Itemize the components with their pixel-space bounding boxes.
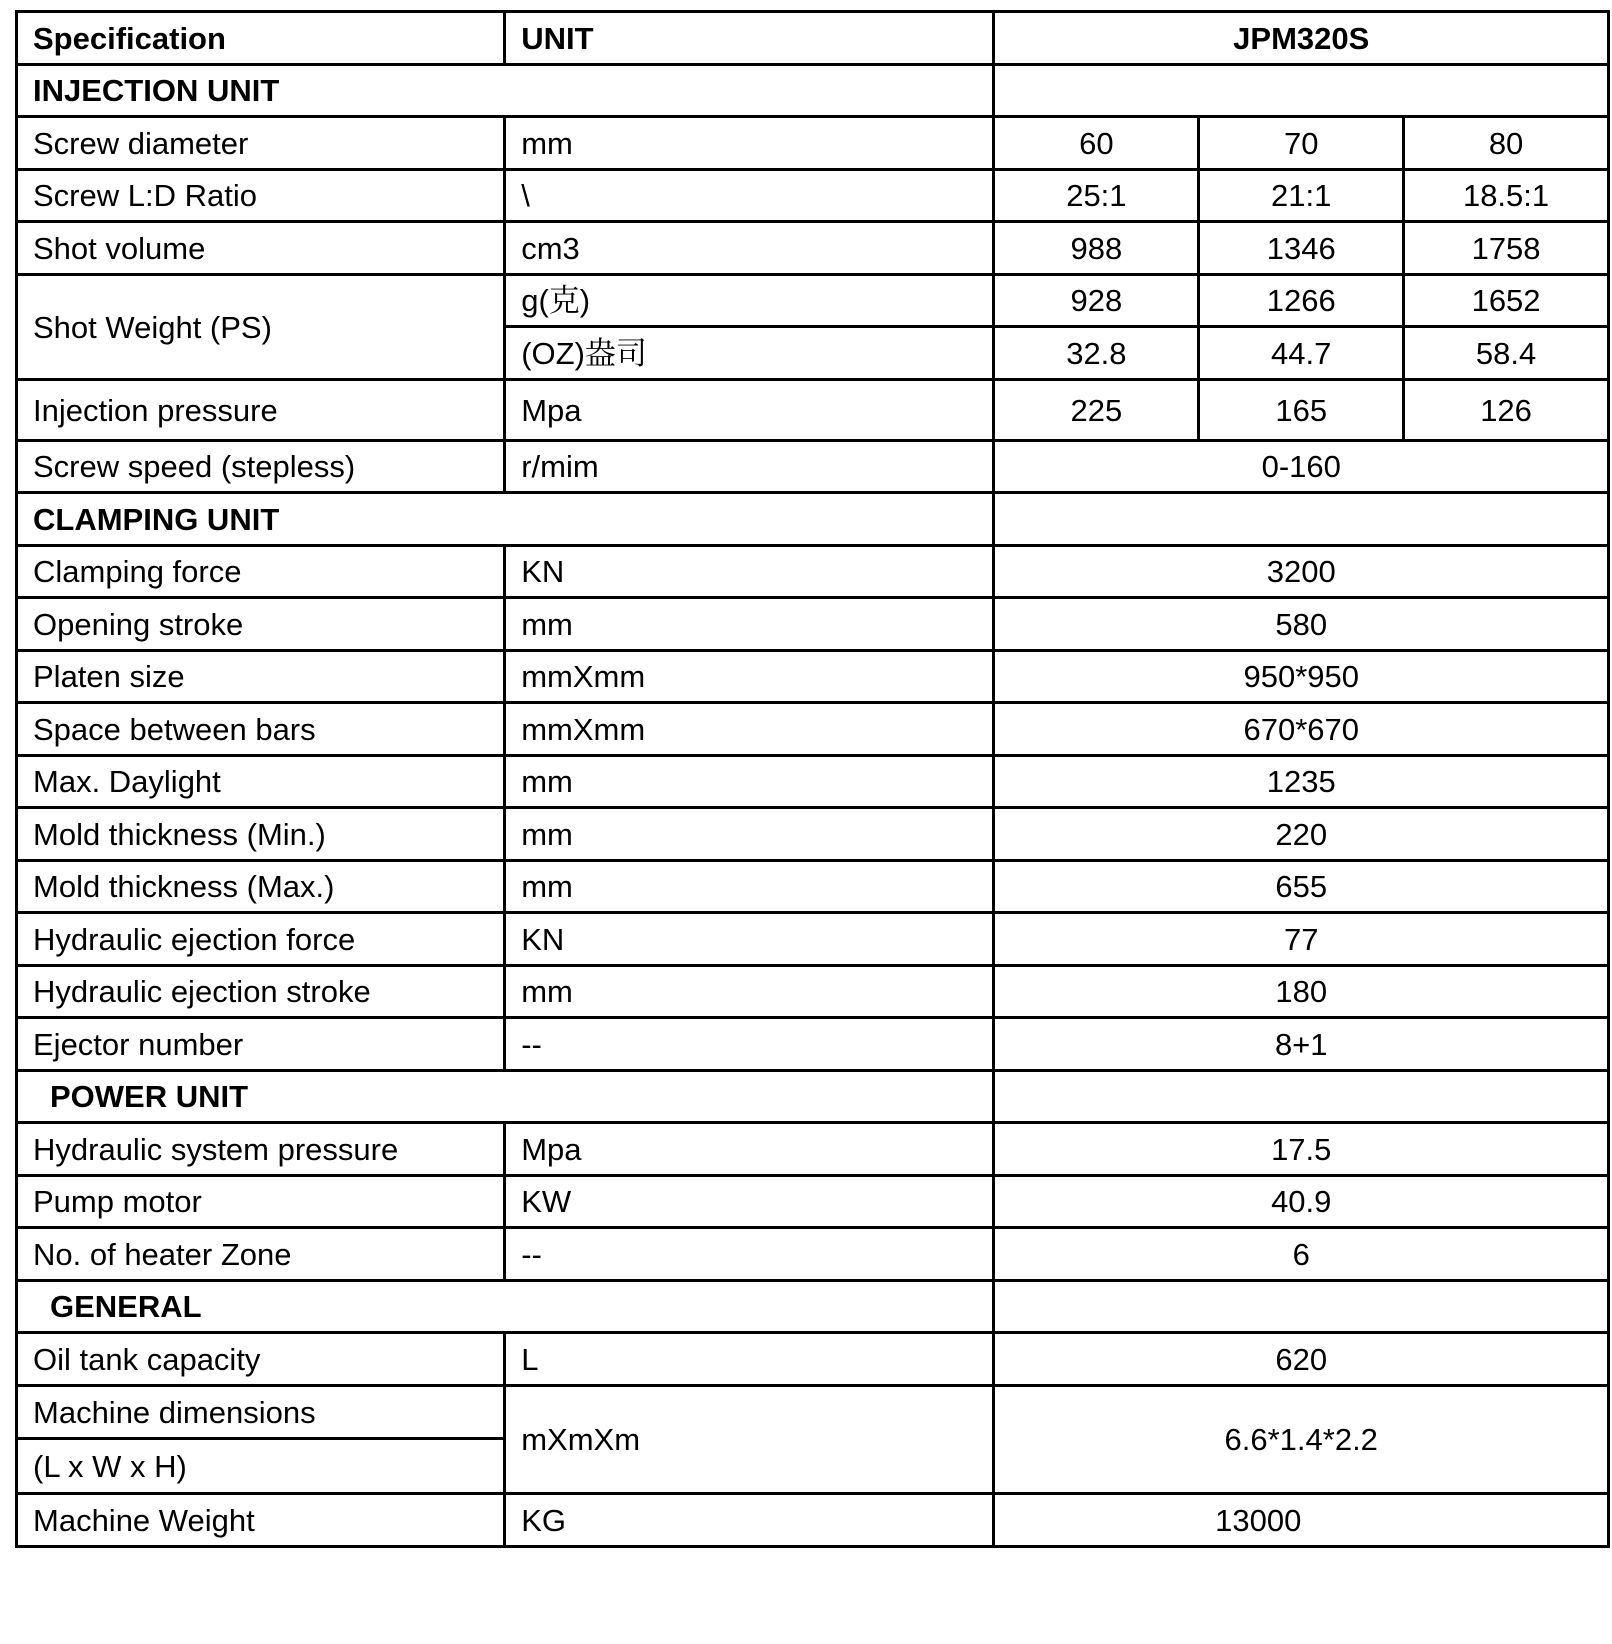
row-label: Mold thickness (Max.) bbox=[17, 861, 505, 913]
value-cell: 44.7 bbox=[1199, 327, 1404, 380]
value-cell: 1652 bbox=[1404, 275, 1609, 327]
row-label: No. of heater Zone bbox=[17, 1228, 505, 1281]
row-label: Space between bars bbox=[17, 703, 505, 756]
table-row bbox=[17, 756, 1609, 808]
value-cell: 180 bbox=[994, 966, 1609, 1018]
value-cell: 620 bbox=[994, 1333, 1609, 1386]
value-cell: 60 bbox=[994, 117, 1199, 170]
table-row bbox=[17, 117, 1609, 170]
row-unit: (OZ)盎司 bbox=[505, 327, 994, 380]
table-row bbox=[17, 546, 1609, 598]
section-general: GENERAL bbox=[17, 1281, 994, 1333]
row-unit: mm bbox=[505, 808, 994, 861]
row-unit: mm bbox=[505, 756, 994, 808]
row-label: Injection pressure bbox=[17, 380, 505, 441]
row-unit: L bbox=[505, 1333, 994, 1386]
row-label: Hydraulic ejection stroke bbox=[17, 966, 505, 1018]
section-blank-cell bbox=[994, 65, 1609, 117]
table-row bbox=[17, 1018, 1609, 1071]
section-row bbox=[17, 65, 1609, 117]
value-cell: 17.5 bbox=[994, 1123, 1609, 1176]
row-unit: cm3 bbox=[505, 222, 994, 275]
header-row bbox=[17, 12, 1609, 65]
row-unit: KN bbox=[505, 546, 994, 598]
row-unit: mm bbox=[505, 598, 994, 651]
header-specification: Specification bbox=[17, 12, 505, 65]
table-row bbox=[17, 380, 1609, 441]
value-cell: 225 bbox=[994, 380, 1199, 441]
value-cell: 80 bbox=[1404, 117, 1609, 170]
table-row bbox=[17, 598, 1609, 651]
section-injection-unit: INJECTION UNIT bbox=[17, 65, 994, 117]
value-cell: 70 bbox=[1199, 117, 1404, 170]
row-unit: mm bbox=[505, 117, 994, 170]
table-row bbox=[17, 703, 1609, 756]
row-label: Hydraulic system pressure bbox=[17, 1123, 505, 1176]
value-cell: 655 bbox=[994, 861, 1609, 913]
row-unit: KG bbox=[505, 1494, 994, 1547]
value-cell: 6 bbox=[994, 1228, 1609, 1281]
spec-table bbox=[15, 10, 1610, 1548]
value-cell: 988 bbox=[994, 222, 1199, 275]
value-cell: 165 bbox=[1199, 380, 1404, 441]
row-unit: mmXmm bbox=[505, 651, 994, 703]
row-unit: mmXmm bbox=[505, 703, 994, 756]
row-unit: g(克) bbox=[505, 275, 994, 327]
row-label-multiline bbox=[17, 1386, 505, 1494]
row-label: Screw L:D Ratio bbox=[17, 170, 505, 222]
row-label: Platen size bbox=[17, 651, 505, 703]
row-label: Opening stroke bbox=[17, 598, 505, 651]
row-unit: KW bbox=[505, 1176, 994, 1228]
table-row bbox=[17, 1123, 1609, 1176]
section-row bbox=[17, 1281, 1609, 1333]
row-unit: KN bbox=[505, 913, 994, 966]
row-label: Shot Weight (PS) bbox=[17, 275, 505, 380]
value-cell: 1758 bbox=[1404, 222, 1609, 275]
table-row bbox=[17, 1386, 1609, 1494]
row-label: Max. Daylight bbox=[17, 756, 505, 808]
value-cell: 3200 bbox=[994, 546, 1609, 598]
value-cell: 1235 bbox=[994, 756, 1609, 808]
value-cell: 580 bbox=[994, 598, 1609, 651]
row-unit: -- bbox=[505, 1018, 994, 1071]
value-cell: 6.6*1.4*2.2 bbox=[994, 1386, 1609, 1494]
value-cell: 18.5:1 bbox=[1404, 170, 1609, 222]
table-row bbox=[17, 966, 1609, 1018]
section-row bbox=[17, 493, 1609, 546]
value-cell: 1266 bbox=[1199, 275, 1404, 327]
value-cell: 1346 bbox=[1199, 222, 1404, 275]
table-row bbox=[17, 441, 1609, 493]
section-blank-cell bbox=[994, 1281, 1609, 1333]
row-label: Machine Weight bbox=[17, 1494, 505, 1547]
value-cell: 928 bbox=[994, 275, 1199, 327]
table-row bbox=[17, 1494, 1609, 1547]
header-model: JPM320S bbox=[994, 12, 1609, 65]
table-row bbox=[17, 170, 1609, 222]
row-unit: \ bbox=[505, 170, 994, 222]
row-label: Clamping force bbox=[17, 546, 505, 598]
value-cell: 13000 bbox=[994, 1494, 1609, 1547]
value-cell: 670*670 bbox=[994, 703, 1609, 756]
section-clamping-unit: CLAMPING UNIT bbox=[17, 493, 994, 546]
table-row bbox=[17, 222, 1609, 275]
section-power-unit: POWER UNIT bbox=[17, 1071, 994, 1123]
section-blank-cell bbox=[994, 493, 1609, 546]
header-unit: UNIT bbox=[505, 12, 994, 65]
table-row bbox=[17, 1176, 1609, 1228]
value-cell: 40.9 bbox=[994, 1176, 1609, 1228]
row-label: Pump motor bbox=[17, 1176, 505, 1228]
row-unit: Mpa bbox=[505, 1123, 994, 1176]
row-label: Mold thickness (Min.) bbox=[17, 808, 505, 861]
value-cell: 950*950 bbox=[994, 651, 1609, 703]
table-row bbox=[17, 808, 1609, 861]
value-cell: 220 bbox=[994, 808, 1609, 861]
section-blank-cell bbox=[994, 1071, 1609, 1123]
row-unit: mm bbox=[505, 966, 994, 1018]
row-unit: mXmXm bbox=[505, 1386, 994, 1494]
value-cell: 77 bbox=[994, 913, 1609, 966]
table-row bbox=[17, 275, 1609, 327]
row-label: Hydraulic ejection force bbox=[17, 913, 505, 966]
table-row bbox=[17, 1333, 1609, 1386]
value-cell: 58.4 bbox=[1404, 327, 1609, 380]
row-label: Screw speed (stepless) bbox=[17, 441, 505, 493]
row-label-line1: Machine dimensions bbox=[18, 1387, 503, 1440]
row-label: Screw diameter bbox=[17, 117, 505, 170]
row-label: Shot volume bbox=[17, 222, 505, 275]
section-row bbox=[17, 1071, 1609, 1123]
table-row bbox=[17, 913, 1609, 966]
row-unit: Mpa bbox=[505, 380, 994, 441]
table-row bbox=[17, 1228, 1609, 1281]
value-cell: 0-160 bbox=[994, 441, 1609, 493]
value-cell: 32.8 bbox=[994, 327, 1199, 380]
row-unit: -- bbox=[505, 1228, 994, 1281]
value-cell: 126 bbox=[1404, 380, 1609, 441]
table-row bbox=[17, 651, 1609, 703]
value-cell: 8+1 bbox=[994, 1018, 1609, 1071]
row-unit: mm bbox=[505, 861, 994, 913]
row-label: Ejector number bbox=[17, 1018, 505, 1071]
value-cell: 21:1 bbox=[1199, 170, 1404, 222]
row-label: Oil tank capacity bbox=[17, 1333, 505, 1386]
table-row bbox=[17, 861, 1609, 913]
value-cell: 25:1 bbox=[994, 170, 1199, 222]
row-unit: r/mim bbox=[505, 441, 994, 493]
row-label-line2: (L x W x H) bbox=[33, 1448, 187, 1484]
